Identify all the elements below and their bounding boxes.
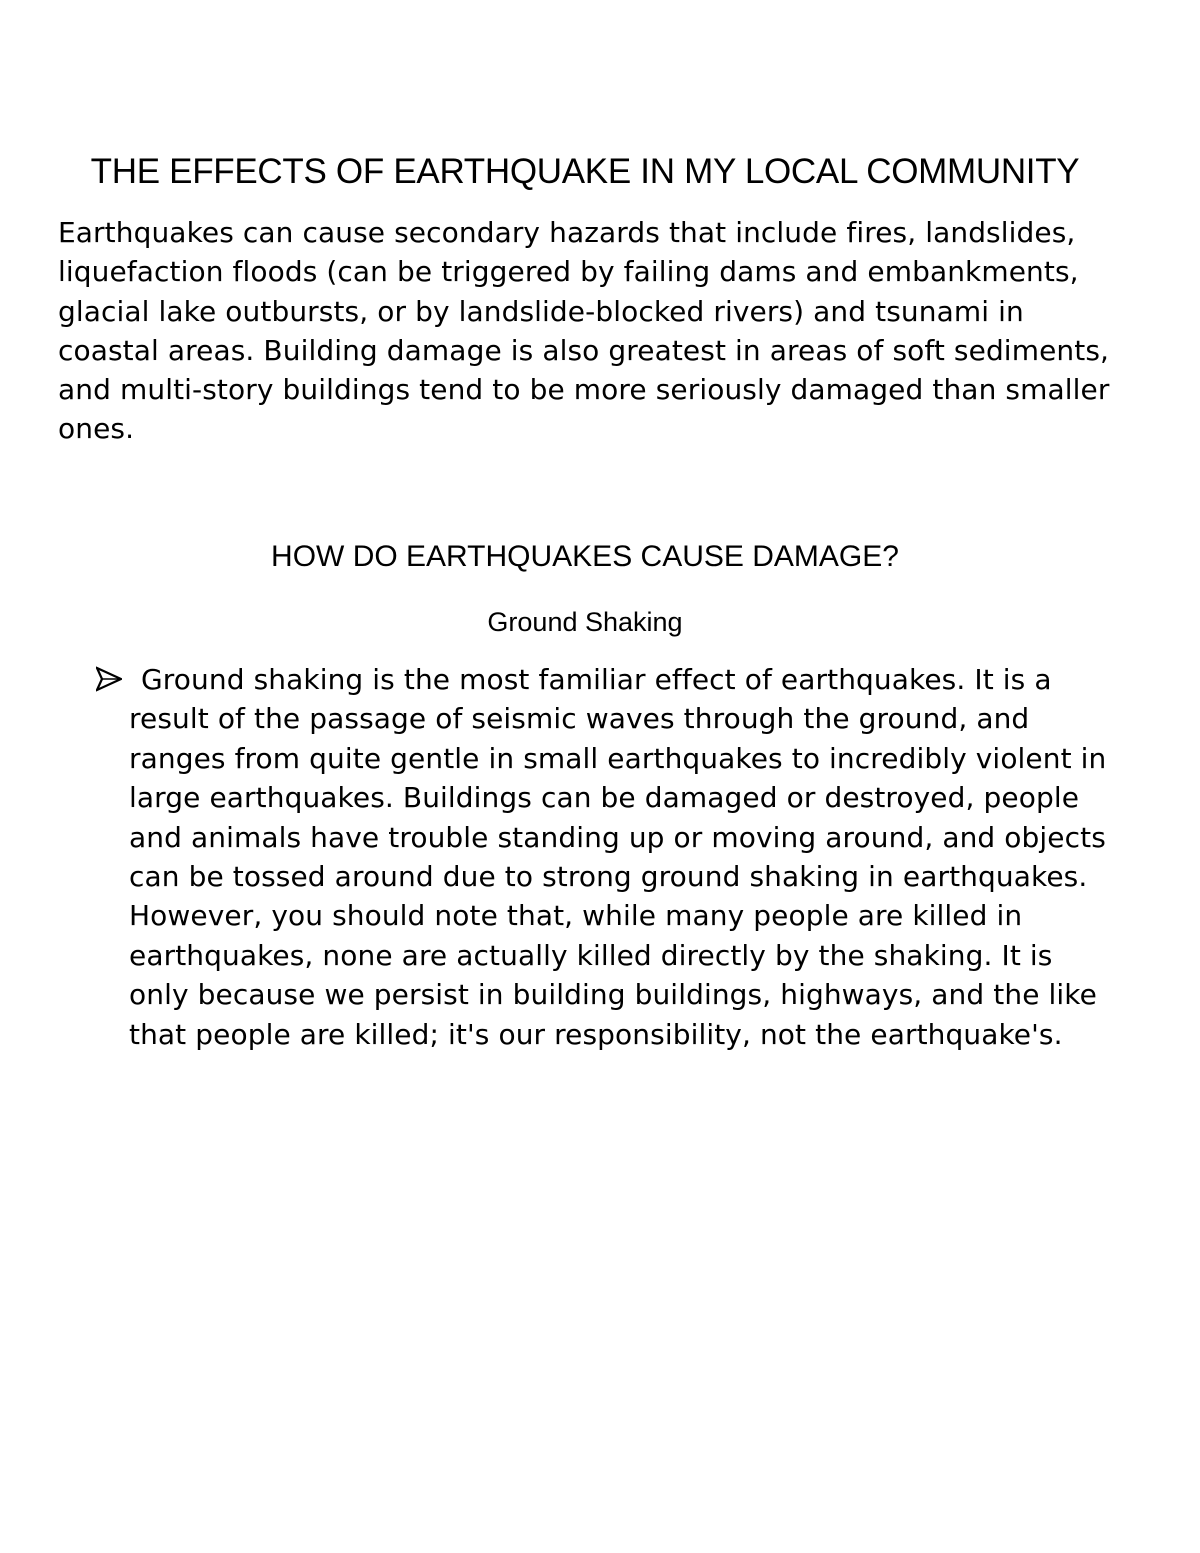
intro-paragraph: Earthquakes can cause secondary hazards that include fires, landslides, liquefaction floods (can be triggered by failing dams and embankments, glacial lake outbursts, or by landslide-blocked rivers) and tsunami in coastal areas. Building damage is also greatest in areas of soft sediments, and multi-story buildings tend to be more seriously damaged than smaller ones. — [58, 216, 1110, 446]
bullet-list-item — [96, 660, 1116, 1054]
document-title: THE EFFECTS OF EARTHQUAKE IN MY LOCAL COMMUNITY — [90, 152, 1080, 191]
bullet-paragraph — [96, 660, 1116, 1054]
arrowhead-bullet-icon — [96, 666, 122, 692]
section-heading: HOW DO EARTHQUAKES CAUSE DAMAGE? — [271, 540, 899, 573]
section-subheading: Ground Shaking — [487, 607, 683, 637]
bullet-text: Ground shaking is the most familiar effect of earthquakes. It is a result of the passage of seismic waves through the ground, and ranges from quite gentle in small earthquakes to incredibly violent in large earthquakes. Buildings can be damaged or destroyed, people and animals have trouble standing up or moving around, and objects can be tossed around due to strong ground shaking in earthquakes. However, you should note that, while many people are killed in earthquakes, none are actually killed directly by the shaking. It is only because we persist in building buildings, highways, and the like that people are killed; it's our responsibility, not the earthquake's. — [129, 663, 1107, 1051]
